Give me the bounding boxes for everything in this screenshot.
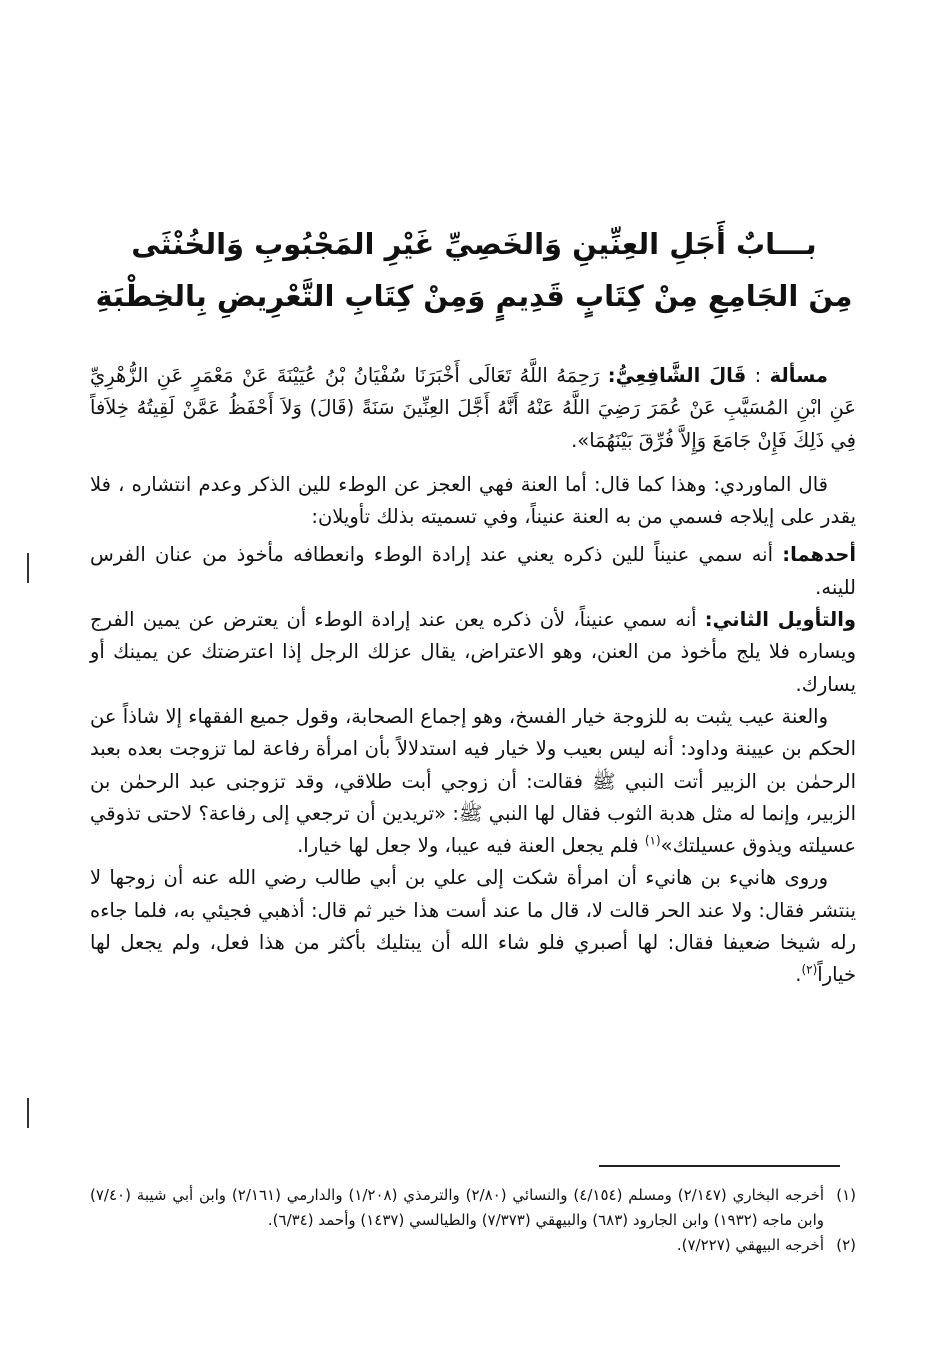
first-interpretation-label: أحدهما: <box>782 543 856 567</box>
first-interpretation-paragraph <box>90 539 856 604</box>
masala-label: مسألة <box>769 364 828 387</box>
first-interpretation-text: أنه سمي عنيناً للين ذكره يعني عند إرادة الوطء وانعطافه مأخوذ من عنان الفرس للينه. <box>90 543 856 599</box>
second-interpretation-paragraph <box>90 604 856 701</box>
shafii-label: قَالَ الشَّافِعِيُّ: <box>607 364 747 387</box>
footnote-item <box>90 1233 856 1258</box>
footnote-marker-1[interactable]: (١) <box>644 833 661 848</box>
masala-paragraph: مسألة : قَالَ الشَّافِعِيُّ: رَحِمَهُ اللَّهُ تَعَالَى أَخْبَرَنَا سُفْيَانُ بْنُ عُيَيْنَةَ عَنْ مَعْمَرٍ عَنِ الزُّهْرِيِّ عَنِ ابْنِ المُسَيَّبِ عَنْ عُمَرَ رَضِيَ اللَّهُ عَنْهُ أَنَّهُ أَجَّلَ العِنِّينَ سَنَةً (قَالَ) وَلاَ أَحْفَظُ عَمَّنْ لَقِيتُهُ خِلاَفاً فِي ذَلِكَ فَإِنْ جَامَعَ وَإِلاَّ فُرِّقَ بَيْنَهُمَا». <box>90 364 856 452</box>
second-interpretation-label: والتأويل الثاني: <box>704 608 856 632</box>
footnote-separator <box>599 1165 840 1167</box>
footnote-item <box>90 1183 856 1233</box>
margin-mark-upper <box>27 553 29 583</box>
footnote-text: أخرجه البخاري (٢/١٤٧) ومسلم (٤/١٥٤) والنسائي (٢/٨٠) والترمذي (١/٢٠٨) والدارمي (٢/١٦١) وابن أبي شيبة (٧/٤٠) وابن ماجه (١٩٣٢) وابن الجارود (٦٨٣) والبيهقي (٧/٣٧٣) والطيالسي (١٤٣٧) وأحمد (٦/٣٤). <box>90 1186 825 1229</box>
footnote-marker-2[interactable]: (٢) <box>801 962 818 977</box>
hani-end: . <box>795 963 802 987</box>
chapter-title <box>90 218 858 322</box>
hani-paragraph <box>90 862 856 991</box>
defect-text: والعنة عيب يثبت به للزوجة خيار الفسخ، وهو إجماع الصحابة، وقول جميع الفقهاء إلا شاذاً عن الحكم بن عيينة وداود: أنه ليس بعيب ولا خيار فيه استدلالاً بأن امرأة رفاعة لما تزوجت بعده بعبد الرحمٰن بن الزبير أتت النبي ﷺ فقالت: أن زوجي أبت طلاقي، وقد تزوجنى عبد الرحمٰن بن الزبير، وإنما له مثل هدبة الثوب فقال لها النبي ﷺ: «تريدين أن ترجعي إلى رفاعة؟ لاحتى تذوقي عسيلته ويذوق عسيلتك» <box>90 704 856 858</box>
chapter-title-line-2: مِنَ الجَامِعِ مِنْ كِتَابٍ قَدِيمٍ وَمِنْ كِتَابِ التَّعْرِيضِ بِالخِطْبَةِ <box>95 279 853 313</box>
body-text <box>90 360 856 992</box>
chapter-title-line-1: بـــابٌ أَجَلِ العِنِّينِ وَالخَصِيِّ غَيْرِ المَجْبُوبِ وَالخُنْثَى <box>131 227 817 261</box>
hani-text: وروى هانيء بن هانيء أن امرأة شكت إلى علي بن أبي طالب رضي الله عنه أن زوجها لا ينتشر فقال: ولا عند الحر قالت لا، قال ما عند أست هذا خير ثم قال: أذهبي فجيئي به، فلما جاءه رله شيخا ضعيفا فقال: لها أصبري فلو شاء الله أن يبتليك بأكثر من هذا فعل، ولم يجعل لها خياراً <box>90 866 856 987</box>
mawardi-paragraph: قال الماوردي: وهذا كما قال: أما العنة فهي العجز عن الوطء للين الذكر وعدم انتشاره ، فلا يقدر على إيلاجه فسمي من به العنة عنيناً، وفي تسميته بذلك تأويلان: <box>90 472 856 529</box>
footnote-number: (١) <box>836 1186 856 1204</box>
defect-paragraph <box>90 701 856 862</box>
defect-conclusion: فلم يجعل العنة فيه عيبا، ولا جعل لها خيارا. <box>297 834 639 858</box>
footnote-text: أخرجه البيهقي (٧/٢٢٧). <box>676 1236 824 1254</box>
footnote-number: (٢) <box>836 1236 856 1254</box>
second-interpretation-text: أنه سمي عنيناً، لأن ذكره يعن عند إرادة الوطء أن يعترض عن يمين الفرج ويساره فلا يلج مأخوذ من العنن، وهو الاعتراض، يقال عزلك الرجل إذا اعترضتك عن يمينك أو يسارك. <box>90 608 856 696</box>
margin-mark-lower <box>27 1098 29 1128</box>
masala-text: رَحِمَهُ اللَّهُ تَعَالَى أَخْبَرَنَا سُفْيَانُ بْنُ عُيَيْنَةَ عَنْ مَعْمَرٍ عَنِ الزُّهْرِيِّ عَنِ ابْنِ المُسَيَّبِ عَنْ عُمَرَ رَضِيَ اللَّهُ عَنْهُ أَنَّهُ أَجَّلَ العِنِّينَ سَنَةً (قَالَ) وَلاَ أَحْفَظُ عَمَّنْ لَقِيتُهُ خِلاَفاً فِي ذَلِكَ فَإِنْ جَامَعَ وَإِلاَّ فُرِّقَ بَيْنَهُمَا». <box>90 364 856 452</box>
footnotes <box>90 1183 856 1258</box>
